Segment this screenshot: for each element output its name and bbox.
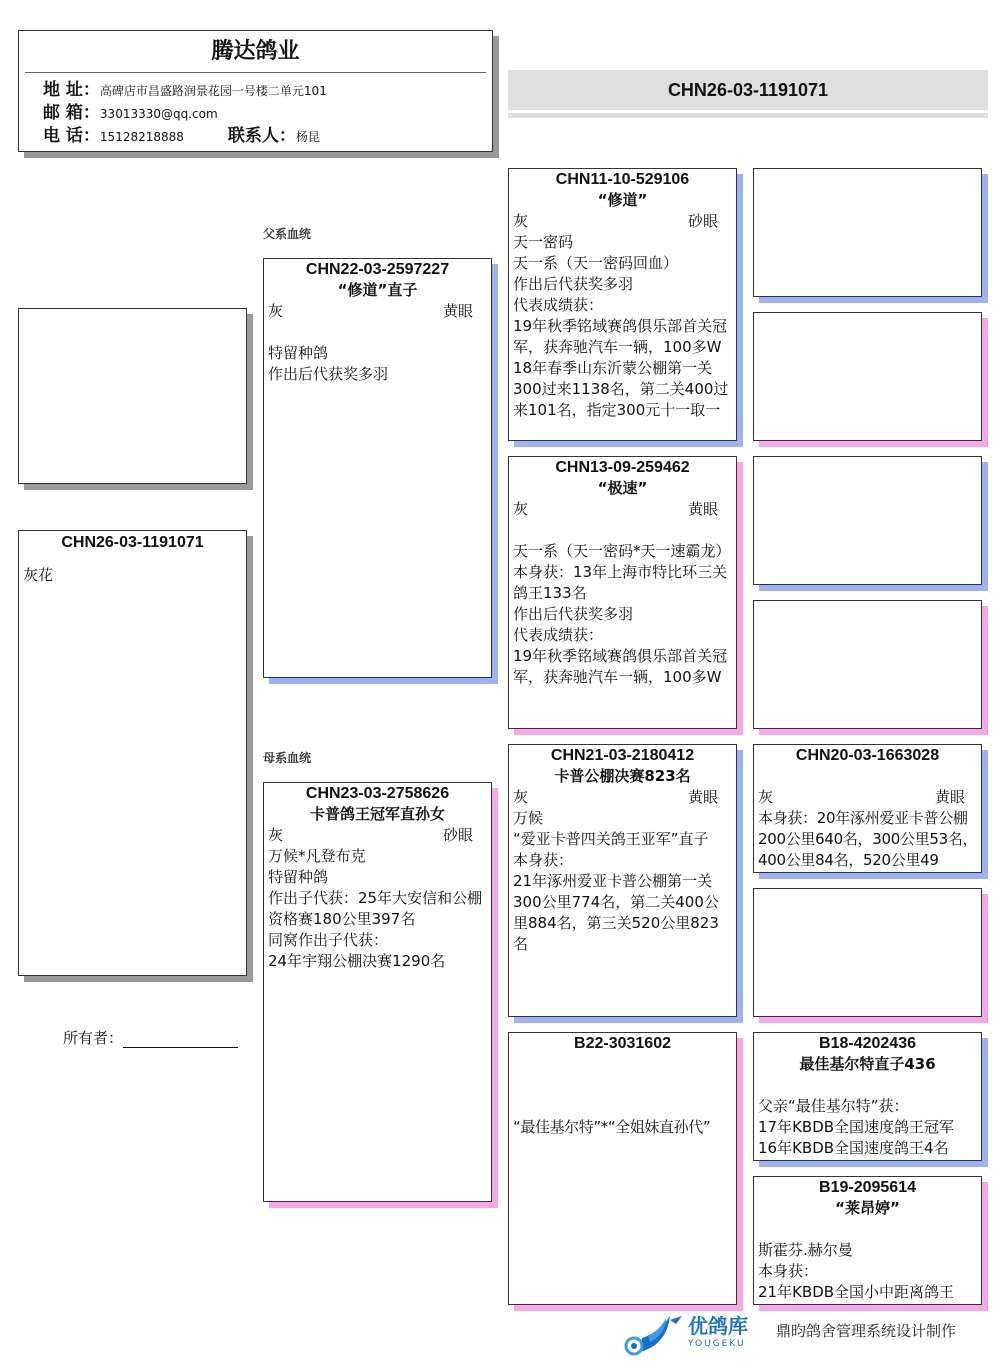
dss-ring: CHN20-03-1663028: [795, 747, 940, 764]
company-name: 腾达鸽业: [211, 39, 300, 64]
ss-line: 天一密码: [513, 233, 574, 251]
dds-line: [758, 1075, 977, 1096]
dss-color: 灰: [758, 788, 774, 806]
owner-line[interactable]: [123, 1030, 238, 1048]
sire-section-label: 父系血统: [263, 227, 312, 241]
logo-text-cn: 优鸽库: [688, 1314, 748, 1338]
phone-value: 15128218888: [99, 130, 184, 144]
sd-line: 本身获：13年上海市特比环三关鸽王133名: [513, 563, 728, 602]
dam-line: 作出子代获：25年大安信和公棚资格赛180公里397名: [268, 889, 483, 928]
dam-color: 灰: [268, 826, 284, 844]
dd-line: [513, 1054, 732, 1075]
phone-label: 电 话：: [43, 126, 100, 146]
subject-card: [18, 530, 247, 976]
logo-text-en: YOUGEKU: [688, 1339, 746, 1349]
breeder-header: [18, 30, 493, 152]
pedigree-banner: [508, 70, 988, 113]
sire-line: 作出后代获奖多羽: [268, 365, 389, 383]
sd-line: 天一系（天一密码*天一速霸龙）: [513, 542, 731, 560]
dds-name: 最佳基尔特直子436: [799, 1055, 936, 1073]
ddd-line: 斯霍芬.赫尔曼: [758, 1241, 853, 1259]
footer: [620, 1312, 990, 1356]
sd-color: 灰: [513, 500, 529, 518]
dss-line: 本身获：20年涿州爱亚卡普公棚200公里640名，300公里53名，400公里84名，520公里49: [758, 809, 978, 869]
ds-ring: CHN21-03-2180412: [550, 747, 695, 764]
dss-eye: 黄眼: [934, 788, 965, 806]
ddd-line: 21年KBDB全国小中距离鸽王: [758, 1283, 955, 1301]
dd-line: “最佳基尔特”*“全姐妹直孙代”: [513, 1118, 711, 1136]
ds-color: 灰: [513, 788, 529, 806]
sd-sire-card: [753, 456, 982, 585]
sd-name: “极速”: [597, 479, 648, 497]
ss-line: 天一系（天一密码回血）: [513, 254, 679, 272]
ss-ring: CHN11-10-529106: [555, 171, 690, 188]
sd-eye: 黄眼: [687, 500, 718, 518]
sd-line: 代表成绩获：: [513, 626, 604, 644]
dd-line: [513, 1075, 732, 1096]
dam-section-label: 母系血统: [263, 751, 312, 765]
ds-name: 卡普公棚决赛823名: [554, 767, 691, 785]
dam-sire-card: [508, 744, 737, 1017]
dam-line: 万候*凡登布克: [268, 847, 366, 865]
ds-line: “爱亚卡普四关鸽王亚军”直子: [513, 830, 709, 848]
ds-line: 本身获：: [513, 851, 574, 869]
ds-sire-card: [753, 744, 982, 873]
sire-eye: 黄眼: [442, 302, 473, 320]
dam-name: 卡普鸽王冠军直孙女: [309, 805, 445, 823]
ss-dam-card: [753, 312, 982, 441]
banner-ring: CHN26-03-1191071: [667, 80, 829, 100]
sire-name: “修道”直子: [337, 281, 418, 299]
contact-value: 杨昆: [295, 130, 320, 144]
ddd-ring: B19-2095614: [819, 1179, 916, 1196]
email-value: 33013330@qq.com: [99, 107, 218, 121]
dd-ring: B22-3031602: [574, 1035, 671, 1052]
address-value: 高碑店市昌盛路润景花园一号楼二单元101: [99, 84, 327, 98]
dds-line: 16年KBDB全国速度鸽王4名: [758, 1139, 949, 1157]
owner-field: [63, 1028, 238, 1048]
dam-eye: 砂眼: [442, 826, 473, 844]
ss-line: 作出后代获奖多羽: [513, 275, 634, 293]
sire-sire-card: [508, 168, 737, 441]
yougeku-logo-icon: [620, 1312, 686, 1356]
dam-line: 特留种鸽: [268, 868, 329, 886]
ss-line: 18年春季山东沂蒙公棚第一关300过来1138名，第二关400过来101名，指定300元十一取一: [513, 359, 729, 419]
dds-ring: B18-4202436: [819, 1035, 916, 1052]
dam-dam-card: [508, 1032, 737, 1305]
dds-line: 父亲“最佳基尔特”获：: [758, 1097, 909, 1115]
sire-card: [263, 258, 492, 678]
ds-line: 21年涿州爱亚卡普公棚第一关300公里774名，第二关400公里884名，第三关520公里823名: [513, 872, 719, 953]
ddd-line: 本身获：: [758, 1262, 819, 1280]
dam-ring: CHN23-03-2758626: [305, 785, 450, 802]
sd-ring: CHN13-09-259462: [555, 459, 690, 476]
sd-dam-card: [753, 600, 982, 729]
ss-name: “修道”: [597, 191, 648, 209]
ss-line: 代表成绩获：: [513, 296, 604, 314]
ddd-name: “莱昂婷”: [835, 1199, 900, 1217]
address-label: 地 址：: [43, 80, 100, 100]
ss-line: 19年秋季铭域赛鸽俱乐部首关冠军，获奔驰汽车一辆，100多W: [513, 317, 728, 356]
email-label: 邮 箱：: [43, 103, 100, 123]
subject-ring: CHN26-03-1191071: [61, 534, 204, 551]
ds-line: 万候: [513, 809, 544, 827]
sire-ring: CHN22-03-2597227: [305, 261, 450, 278]
ss-color: 灰: [513, 212, 529, 230]
dds-line: 17年KBDB全国速度鸽王冠军: [758, 1118, 955, 1136]
sire-dam-card: [508, 456, 737, 729]
credit-text: 鼎昀鸽舍管理系统设计制作: [776, 1322, 957, 1340]
sire-line: [268, 322, 487, 343]
owner-label: 所有者：: [63, 1029, 124, 1047]
sd-line: 19年秋季铭域赛鸽俱乐部首关冠军，获奔驰汽车一辆，100多W: [513, 647, 728, 686]
sire-line: 特留种鸽: [268, 344, 329, 362]
dd-dam-card: [753, 1176, 982, 1305]
ss-eye: 砂眼: [687, 212, 718, 230]
sd-line: [513, 520, 732, 541]
subject-color: 灰花: [23, 566, 54, 584]
ss-sire-card: [753, 168, 982, 297]
ds-eye: 黄眼: [687, 788, 718, 806]
ds-dam-card: [753, 888, 982, 1017]
sire-color: 灰: [268, 302, 284, 320]
dam-line: 同窝作出子代获：: [268, 931, 389, 949]
dd-line: [513, 1096, 732, 1117]
ddd-line: [758, 1219, 977, 1240]
photo-frame: [18, 308, 247, 484]
dd-sire-card: [753, 1032, 982, 1161]
header-divider: [25, 72, 486, 73]
contact-label: 联系人：: [227, 126, 296, 146]
dam-line: 24年宇翔公棚决赛1290名: [268, 952, 446, 970]
dam-card: [263, 782, 492, 1202]
sd-line: 作出后代获奖多羽: [513, 605, 634, 623]
